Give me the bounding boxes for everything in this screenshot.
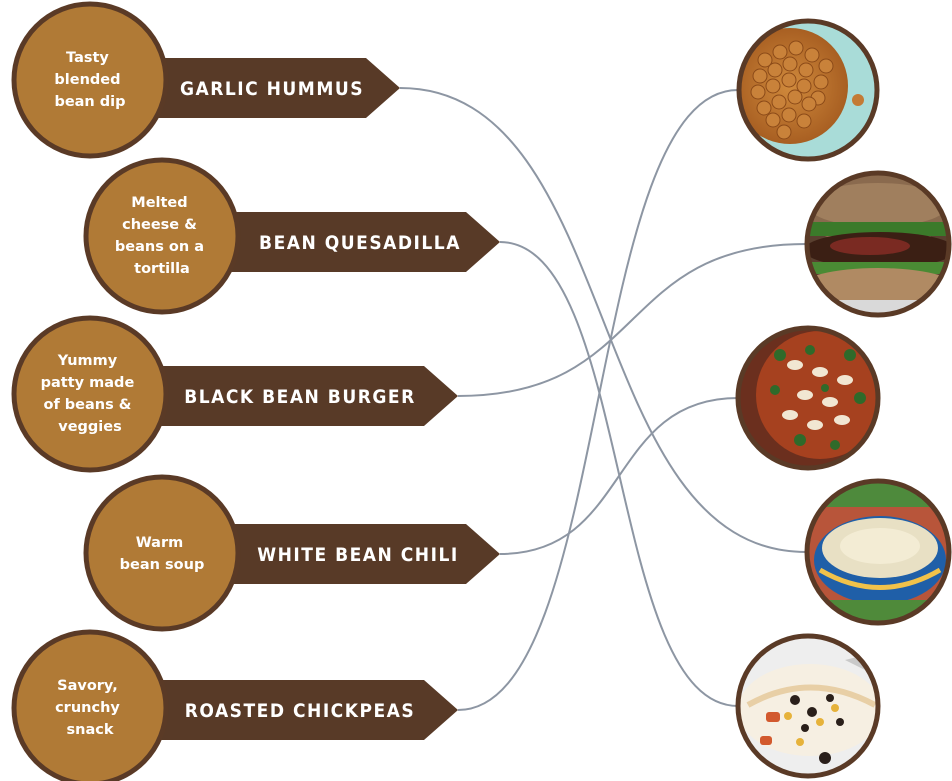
white-bean-chili-photo-icon — [735, 325, 885, 475]
item-name-label: GARLIC HUMMUS — [179, 78, 365, 100]
description-circle — [86, 477, 238, 629]
item-bean-quesadilla — [86, 160, 500, 312]
hummus-bowl-photo-icon — [805, 479, 952, 629]
black-bean-burger-photo-icon — [798, 172, 952, 322]
quesadilla-photo-icon — [735, 633, 885, 781]
item-name-label: WHITE BEAN CHILI — [257, 544, 459, 566]
item-name-label: BEAN QUESADILLA — [259, 232, 461, 254]
item-name-label: BLACK BEAN BURGER — [184, 386, 416, 408]
description-circle — [86, 160, 238, 312]
connector-line — [500, 398, 738, 554]
item-black-bean-burger — [14, 318, 458, 470]
item-description: Yummy patty made of beans & veggies — [40, 353, 135, 435]
connector-line — [458, 90, 738, 710]
item-description: Tasty blended bean dip — [54, 50, 126, 110]
item-description: Melted cheese & beans on a tortilla — [114, 195, 205, 277]
roasted-chickpeas-photo-icon — [732, 18, 885, 168]
description-circle — [14, 318, 166, 470]
item-description: Warm bean soup — [119, 535, 205, 573]
connector-line — [400, 88, 806, 552]
item-white-bean-chili — [86, 477, 500, 629]
item-description: Savory, crunchy snack — [55, 678, 120, 738]
item-roasted-chickpeas — [14, 632, 458, 781]
item-name-label: ROASTED CHICKPEAS — [184, 700, 416, 722]
item-garlic-hummus — [14, 4, 400, 156]
